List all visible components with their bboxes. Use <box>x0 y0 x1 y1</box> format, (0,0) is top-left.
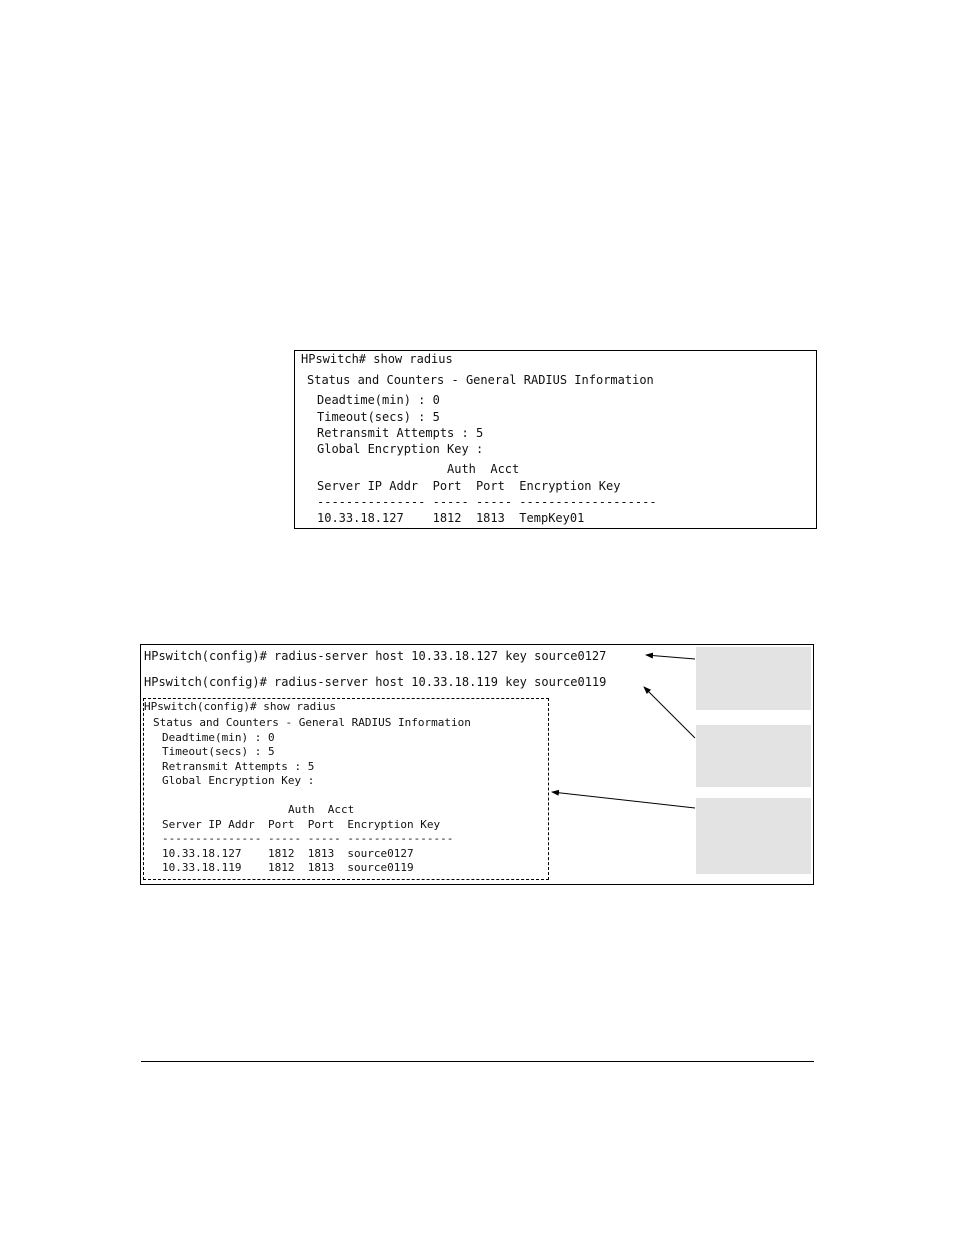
terminal-line: --------------- ----- ----- ---------------- <box>162 832 454 845</box>
terminal-line: --------------- ----- ----- ------------------- <box>317 495 657 509</box>
terminal-line: Deadtime(min) : 0 <box>317 393 440 407</box>
terminal-line: Auth Acct <box>288 803 355 816</box>
terminal-line: Timeout(secs) : 5 <box>317 410 440 424</box>
terminal-line: Retransmit Attempts : 5 <box>162 760 315 773</box>
terminal-line: Server IP Addr Port Port Encryption Key <box>317 479 621 493</box>
terminal-line: 10.33.18.127 1812 1813 TempKey01 <box>317 511 585 525</box>
terminal-line: Deadtime(min) : 0 <box>162 731 275 744</box>
terminal-line: 10.33.18.119 1812 1813 source0119 <box>162 861 414 874</box>
terminal-line: Retransmit Attempts : 5 <box>317 426 484 440</box>
terminal-line: HPswitch(config)# show radius <box>144 700 337 713</box>
callout-arrow-1 <box>646 655 695 659</box>
terminal-line: Status and Counters - General RADIUS Information <box>153 716 471 729</box>
terminal-line: Global Encryption Key : <box>317 442 484 456</box>
terminal-line: Auth Acct <box>447 462 520 476</box>
command-line: HPswitch(config)# radius-server host 10.33.18.127 key source0127 <box>144 649 607 663</box>
terminal-line: Server IP Addr Port Port Encryption Key <box>162 818 441 831</box>
footer-rule <box>141 1061 814 1062</box>
callout-arrow-2 <box>644 687 695 738</box>
terminal-line: 10.33.18.127 1812 1813 source0127 <box>162 847 414 860</box>
terminal-line: Timeout(secs) : 5 <box>162 745 275 758</box>
terminal-line: Global Encryption Key : <box>162 774 315 787</box>
callout-arrow-3 <box>552 792 695 808</box>
terminal-line: Status and Counters - General RADIUS Information <box>307 373 654 387</box>
terminal-line: HPswitch# show radius <box>301 352 453 366</box>
command-line: HPswitch(config)# radius-server host 10.33.18.119 key source0119 <box>144 675 607 689</box>
